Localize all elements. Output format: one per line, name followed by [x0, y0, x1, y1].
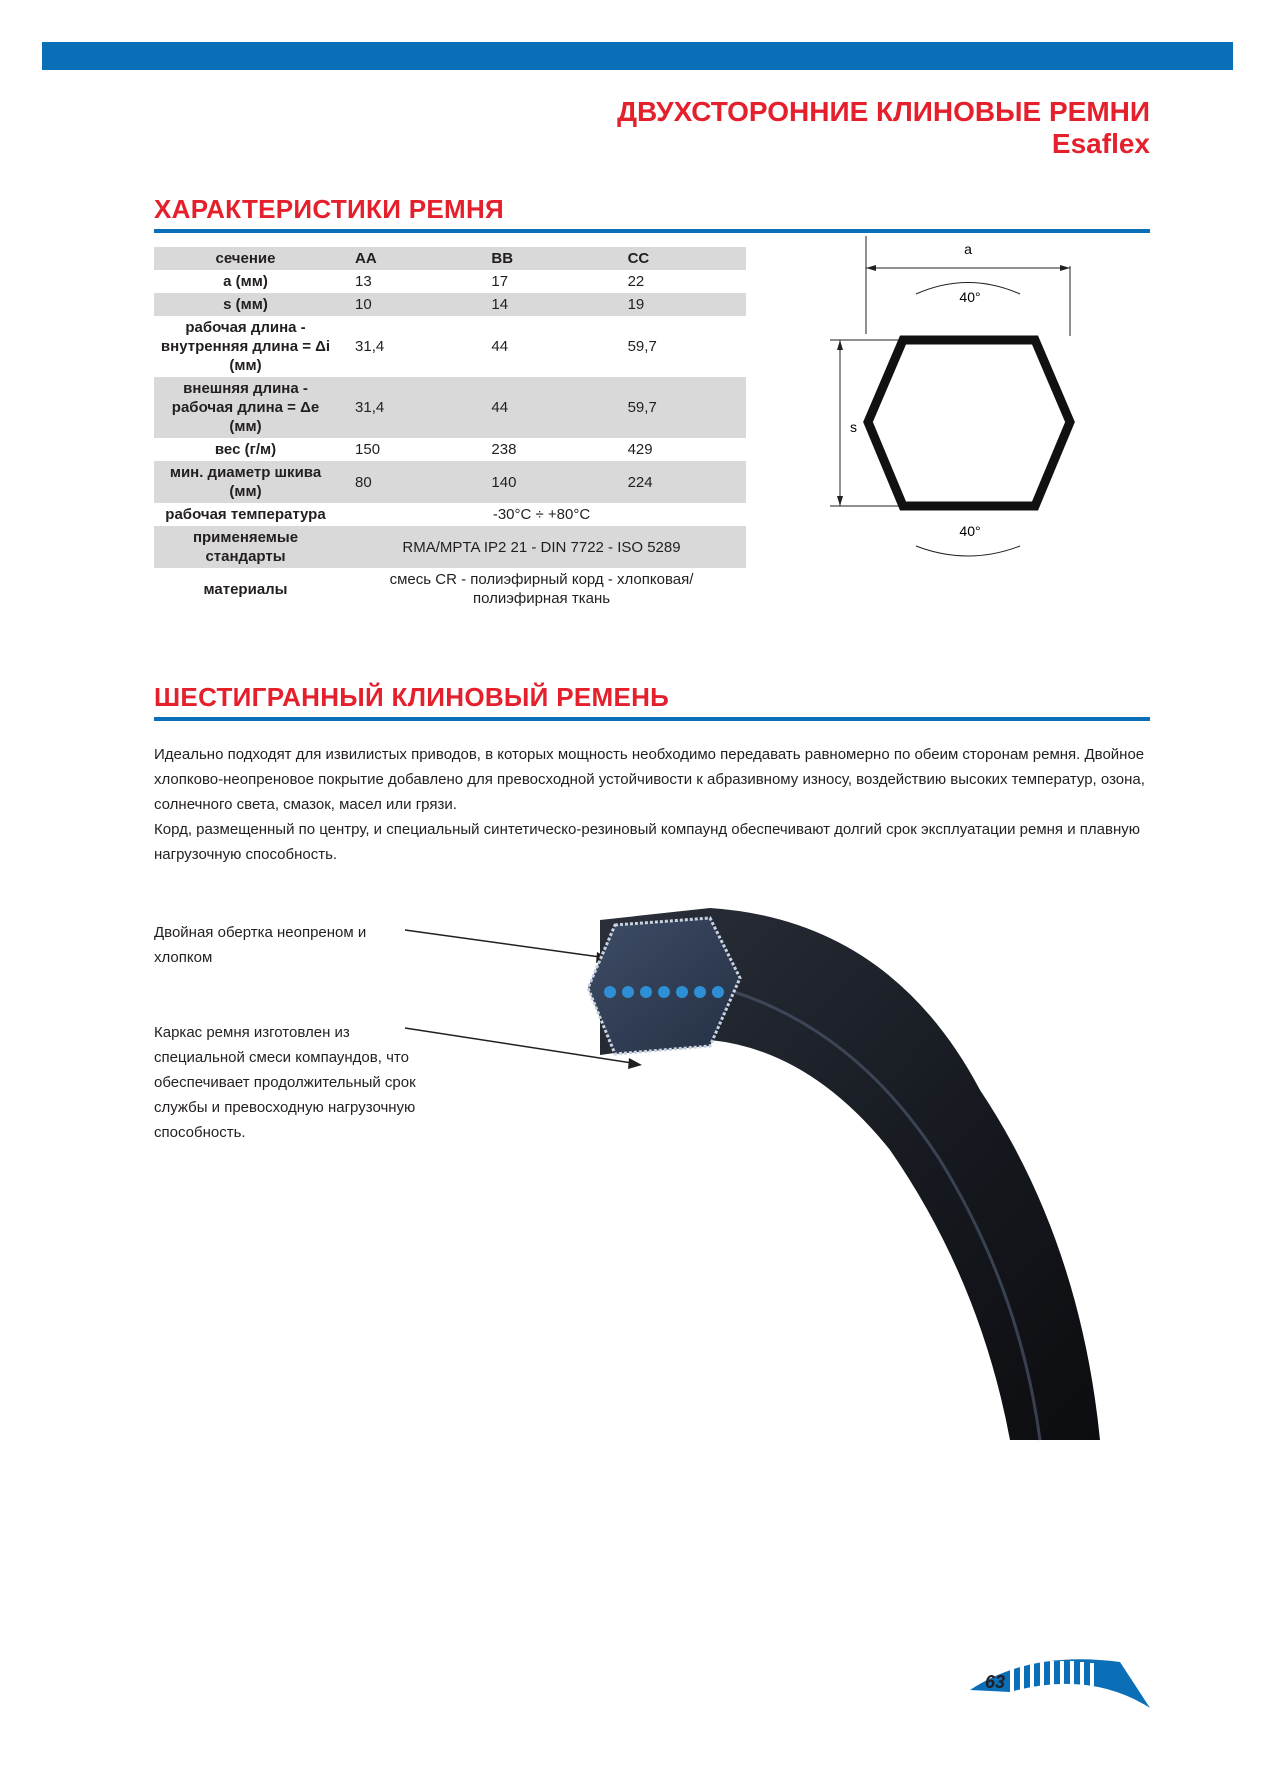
table-cell: 13 [355, 273, 372, 290]
table-cell: 44 [491, 338, 509, 355]
angle-top-label: 40° [959, 289, 981, 305]
table-cell: 31,4 [355, 338, 385, 355]
row-label: рабочая температура [165, 506, 326, 523]
table-cell: 19 [610, 293, 746, 316]
label-a: a [964, 241, 972, 257]
section-title-hex: ШЕСТИГРАННЫЙ КЛИНОВЫЙ РЕМЕНЬ [154, 682, 670, 712]
row-label: a (мм) [223, 273, 268, 290]
table-cell: 10 [337, 293, 473, 316]
page-title-brand: Esaflex [1051, 128, 1150, 159]
belt-photo [560, 900, 1140, 1460]
angle-bottom-label: 40° [959, 523, 981, 539]
page-number: 63 [985, 1672, 1006, 1692]
table-cell: 238 [491, 441, 517, 458]
table-header-label: сечение [154, 247, 337, 270]
callout-carcass: Каркас ремня изготовлен из специальной смеси компаундов, что обеспечивает продолжительный срок службы и превосходную нагрузочную способность. [154, 1024, 416, 1141]
page-title-main: ДВУХСТОРОННИЕ КЛИНОВЫЕ РЕМНИ [617, 96, 1150, 127]
row-label: s (мм) [154, 293, 337, 316]
table-cell: 22 [627, 273, 645, 290]
table-cell: 59,7 [610, 377, 746, 438]
table-cell: 59,7 [627, 338, 657, 355]
callout-wrap: Двойная обертка неопреном и хлопком [154, 924, 367, 966]
table-cell-span: RMA/MPTA IP2 21 - DIN 7722 - ISO 5289 [337, 526, 746, 568]
table-cell-span: -30°C ÷ +80°C [492, 506, 591, 523]
row-label: применяемые стандарты [154, 526, 337, 568]
logo-stripes [1010, 1661, 1094, 1692]
table-cell: 429 [627, 441, 653, 458]
table-cell: 17 [491, 273, 509, 290]
label-s: s [850, 419, 857, 435]
table-cell: 14 [473, 293, 609, 316]
section-title-specs: ХАРАКТЕРИСТИКИ РЕМНЯ [154, 194, 505, 224]
row-label: материалы [203, 580, 288, 598]
row-label: внешняя длина - рабочая длина = Δe (мм) [154, 377, 337, 438]
description-paragraph: Идеально подходят для извилистых приводов, в которых мощность необходимо передавать равномерно по обеим сторонам ремня. Двойное хлопково-неопреновое покрытие добавлено для превосходной устойчивости к абразивному износу, воздействию высоких температур, озона, солнечного света, смазок, масел или грязи. [154, 746, 1145, 813]
table-cell: 80 [337, 461, 473, 503]
row-label: мин. диаметр шкива (мм) [154, 461, 337, 503]
table-header-cell: CC [610, 247, 746, 270]
table-cell-span: смесь CR - полиэфирный корд - хлопковая/ полиэфирная ткань [389, 571, 694, 607]
table-cell: 224 [610, 461, 746, 503]
table-cell: 140 [473, 461, 609, 503]
table-header-cell: AA [337, 247, 473, 270]
table-cell: 44 [473, 377, 609, 438]
table-cell: 31,4 [337, 377, 473, 438]
row-label: рабочая длина - внутренняя длина = Δi (мм) [160, 319, 331, 374]
row-label: вес (г/м) [214, 441, 277, 458]
table-cell: 150 [355, 441, 381, 458]
description-paragraph: Корд, размещенный по центру, и специальный синтетическо-резиновый компаунд обеспечивают долгий срок эксплуатации ремня и плавную нагрузочную способность. [154, 821, 1140, 863]
table-header-cell: BB [473, 247, 609, 270]
